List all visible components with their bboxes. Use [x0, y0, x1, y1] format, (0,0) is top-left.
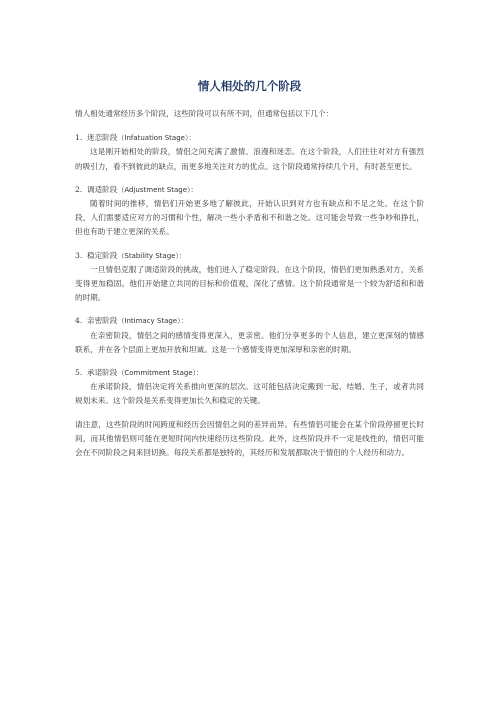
- stage-name-en: （Stability Stage）：: [117, 251, 186, 260]
- stage-number: 4.: [75, 316, 83, 326]
- stage-section-4: [75, 314, 424, 357]
- stage-number: 2.: [75, 184, 83, 194]
- document-content: [75, 78, 424, 460]
- stage-name-en: （Commitment Stage）：: [117, 369, 204, 378]
- stage-body: 这是刚开始相处的阶段，情侣之间充满了激情、浪漫和迷恋。在这个阶段，人们往往对对方有强烈的吸引力，看不到彼此的缺点，而更多地关注对方的优点。这个阶段通常持续几个月，有时甚至更长。: [75, 147, 424, 171]
- document-title: 情人相处的几个阶段: [197, 79, 302, 93]
- stage-name-cn: 承诺阶段: [87, 368, 118, 378]
- stage-heading: [75, 183, 424, 197]
- stage-section-5: [75, 366, 424, 409]
- closing-paragraph: 请注意，这些阶段的时间跨度和经历会因情侣之间的差异而异。有些情侣可能会在某个阶段停留更长时间，而其他情侣则可能在更短时间内快速经历这些阶段。此外，这些阶段并不一定是线性的，情侣可能会在不同阶段之间来回切换。每段关系都是独特的，其经历和发展都取决于情侣的个人经历和动力。: [75, 419, 424, 458]
- stage-section-1: [75, 131, 424, 174]
- stage-name-cn: 亲密阶段: [87, 316, 118, 326]
- stage-heading: [75, 249, 424, 263]
- stage-heading: [75, 366, 424, 380]
- stage-section-3: [75, 249, 424, 306]
- stage-body: 在承诺阶段，情侣决定将关系推向更深的层次。这可能包括决定搬到一起、结婚、生子，或者共同规划未来。这个阶段是关系变得更加长久和稳定的关键。: [75, 382, 424, 406]
- stage-section-2: [75, 183, 424, 240]
- stage-body: 在亲密阶段，情侣之间的感情变得更深入，更亲密。他们分享更多的个人信息，建立更深刻的情感联系，并在各个层面上更加开放和坦诚。这是一个感情变得更加深厚和亲密的时期。: [75, 330, 424, 354]
- stage-name-en: （Adjustment Stage）：: [117, 185, 198, 194]
- stage-number: 3.: [75, 250, 83, 260]
- stage-number: 1.: [75, 133, 83, 143]
- stage-name-cn: 迷恋阶段: [87, 133, 118, 143]
- stage-heading: [75, 314, 424, 328]
- stage-name-en: （Intimacy Stage）：: [117, 317, 188, 326]
- stage-body: 随着时间的推移，情侣们开始更多地了解彼此，开始认识到对方也有缺点和不足之处。在这个阶段，人们需要适应对方的习惯和个性，解决一些小矛盾和不和谐之处。这可能会导致一些争吵和挣扎，但也有助于建立更深的关系。: [75, 199, 424, 237]
- stage-number: 5.: [75, 368, 83, 378]
- stage-body: 一旦情侣克服了调适阶段的挑战，他们进入了稳定阶段。在这个阶段，情侣们更加熟悉对方，关系变得更加稳固。他们开始建立共同的目标和价值观，深化了感情。这个阶段通常是一个较为舒适和和谐的时期。: [75, 264, 424, 303]
- stage-heading: [75, 131, 424, 145]
- intro-paragraph: 情人相处通常经历多个阶段，这些阶段可以有所不同，但通常包括以下几个：: [75, 109, 334, 118]
- stage-name-cn: 调适阶段: [87, 184, 118, 194]
- stage-name-en: （Infatuation Stage）：: [117, 134, 196, 143]
- stage-name-cn: 稳定阶段: [87, 250, 118, 260]
